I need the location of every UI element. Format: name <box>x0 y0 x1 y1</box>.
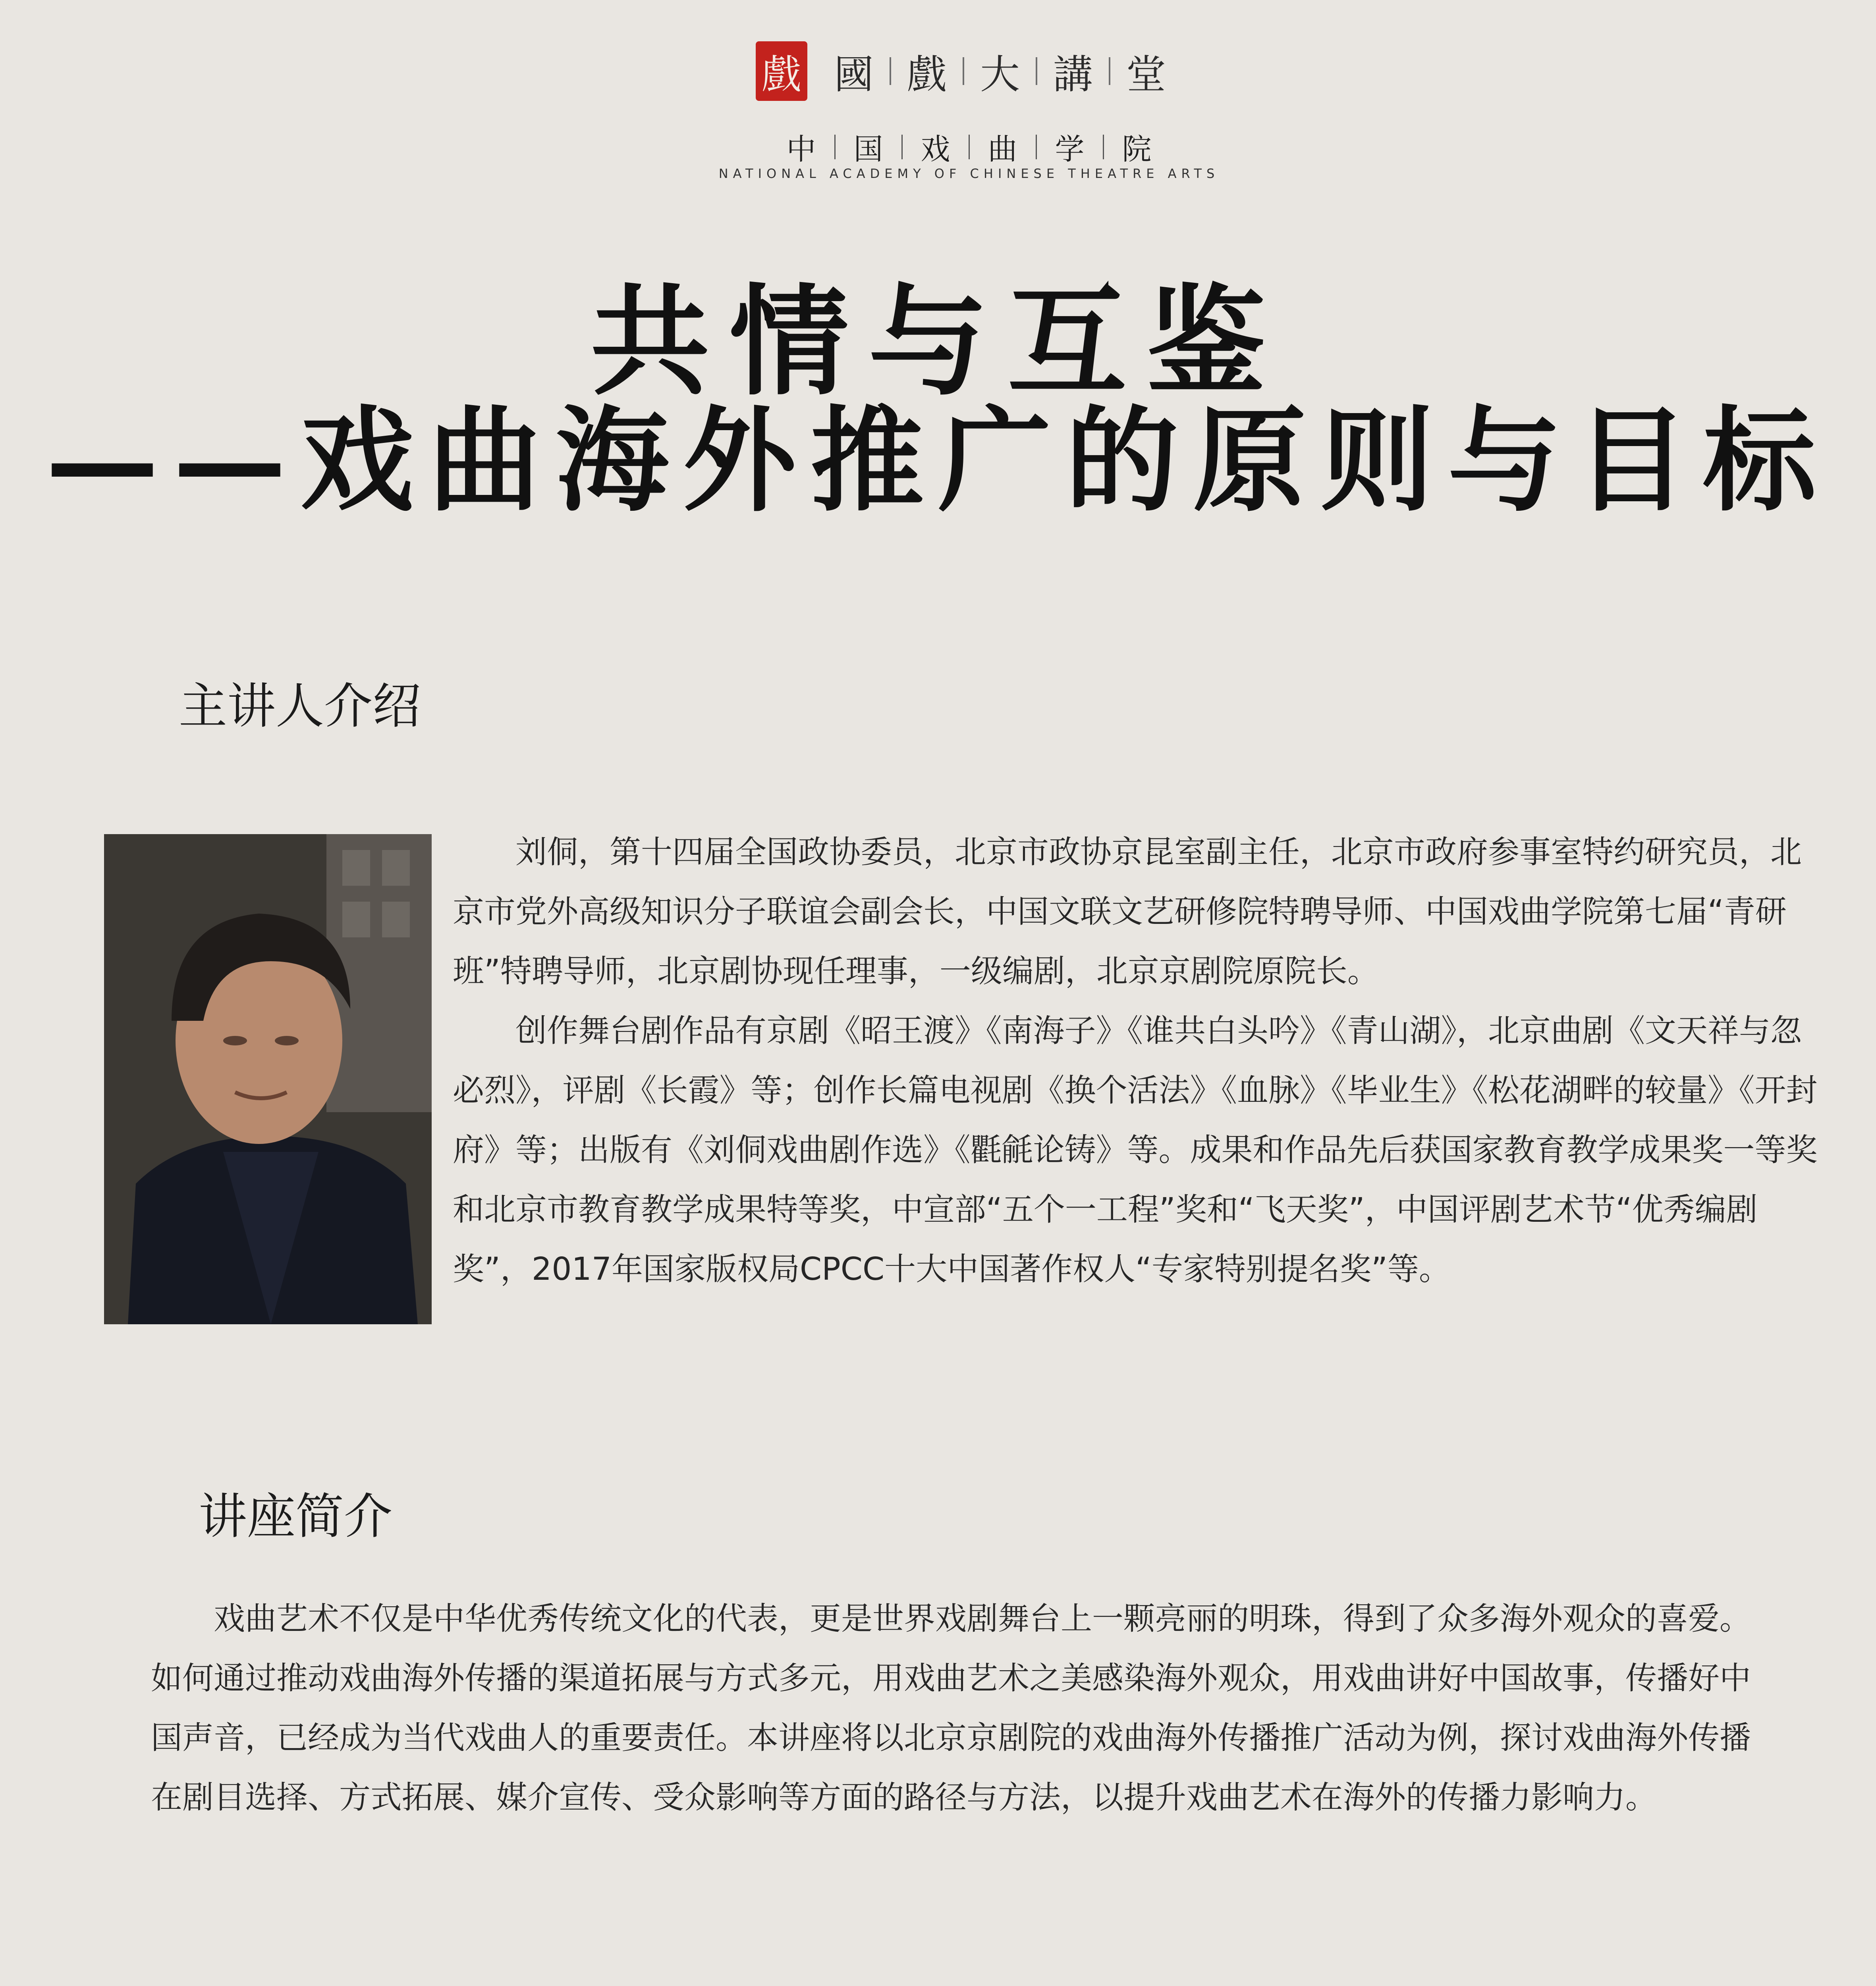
academy-name-cn <box>735 127 1203 167</box>
series-char: 國 <box>834 51 874 98</box>
academy-char: 学 <box>1055 132 1085 166</box>
divider <box>901 135 903 159</box>
academy-char: 曲 <box>988 132 1017 166</box>
speaker-bio <box>453 822 1819 1299</box>
speaker-photo <box>104 834 432 1324</box>
bio-paragraph: 刘侗，第十四届全国政协委员，北京市政协京昆室副主任，北京市政府参事室特约研究员，北京市党外高级知识分子联谊会副会长，中国文联文艺研修院特聘导师、中国戏曲学院第七届“青研班”特聘导师，北京剧协现任理事，一级编剧，北京京剧院原院长。 <box>453 834 1802 989</box>
speaker-heading: 主讲人介绍 <box>179 678 421 734</box>
lecture-heading: 讲座简介 <box>199 1488 392 1545</box>
divider <box>1036 135 1037 159</box>
page-title: 共情与互鉴 <box>591 271 1285 411</box>
divider <box>963 57 964 85</box>
divider <box>834 135 836 159</box>
academy-name-en: NATIONAL ACADEMY OF CHINESE THEATRE ARTS <box>718 166 1220 181</box>
divider <box>1036 57 1037 85</box>
series-char: 講 <box>1053 51 1093 98</box>
academy-char: 戏 <box>921 132 950 166</box>
lecture-intro <box>151 1589 1751 1827</box>
academy-char: 中 <box>786 132 816 166</box>
intro-paragraph: 戏曲艺术不仅是中华优秀传统文化的代表，更是世界戏剧舞台上一颗亮丽的明珠，得到了众多海外观众的喜爱。如何通过推动戏曲海外传播的渠道拓展与方式多元，用戏曲艺术之美感染海外观众，用戏曲讲好中国故事，传播好中国声音，已经成为当代戏曲人的重要责任。本讲座将以北京京剧院的戏曲海外传播推广活动为例，探讨戏曲海外传播在剧目选择、方式拓展、媒介宣传、受众影响等方面的路径与方法，以提升戏曲艺术在海外的传播力影响力。 <box>151 1600 1751 1816</box>
academy-char: 院 <box>1122 132 1152 166</box>
divider <box>969 135 970 159</box>
bio-paragraph: 创作舞台剧作品有京剧《昭王渡》《南海子》《谁共白头吟》《青山湖》，北京曲剧《文天祥与忽必烈》，评剧《长霞》等；创作长篇电视剧《换个活法》《血脉》《毕业生》《松花湖畔的较量》《开封府》等；出版有《刘侗戏曲剧作选》《氍毹论铸》等。成果和作品先后获国家教育教学成果奖一等奖和北京市教育教学成果特等奖，中宣部“五个一工程”奖和“飞天奖”，中国评剧艺术节“优秀编剧奖”，2017年国家版权局CPCC十大中国著作权人“专家特别提名奖”等。 <box>453 1012 1818 1287</box>
series-name <box>834 41 1191 101</box>
series-char: 大 <box>980 51 1020 98</box>
divider <box>890 57 891 85</box>
page-subtitle: ——戏曲海外推广的原则与目标 <box>46 394 1830 527</box>
red-seal-logo <box>756 41 807 101</box>
academy-char: 国 <box>853 132 883 166</box>
divider <box>1109 57 1110 85</box>
divider <box>1103 135 1104 159</box>
seal-char: 戲 <box>762 51 801 98</box>
series-char: 戲 <box>907 51 947 98</box>
series-char: 堂 <box>1126 51 1166 98</box>
